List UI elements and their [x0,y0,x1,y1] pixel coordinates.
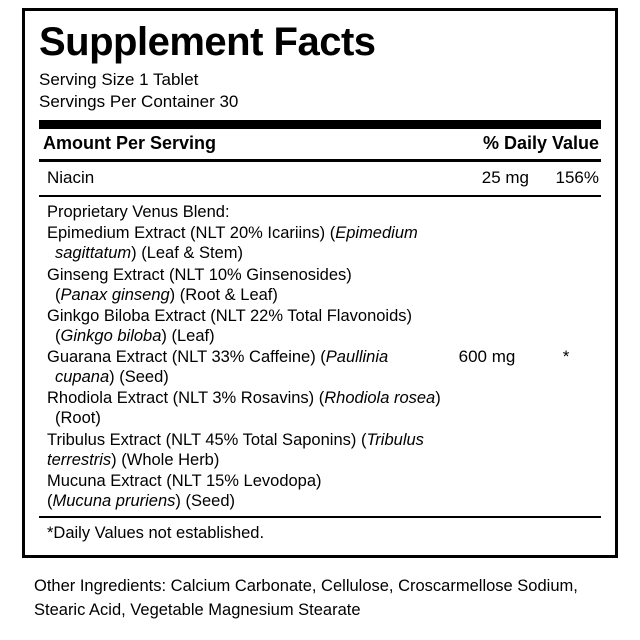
blend-heading: Proprietary Venus Blend: [47,203,230,222]
amount-per-serving-label: Amount Per Serving [43,133,217,154]
divider-heavy [39,120,601,129]
ingredient-line2-italic: Ginkgo biloba [60,326,162,345]
ingredient-line1-italic: Rhodiola rosea [324,389,436,408]
nutrient-amount: 25 mg [481,168,529,188]
ingredient-line2-prefix: ( [47,491,53,510]
ingredient-line2-italic: Mucuna pruriens [52,491,176,510]
ingredient-line2-plain: ) (Seed) [175,491,236,510]
ingredient-line1-plain: Rhodiola Extract (NLT 3% Rosavins) ( [47,389,325,408]
daily-value-label: % Daily Value [482,133,599,154]
nutrient-daily-value: 156% [555,168,599,188]
ingredient-line2-plain: ) (Root & Leaf) [169,285,278,304]
servings-per-container-line: Servings Per Container 30 [39,92,239,112]
list-item [47,388,441,428]
ingredient-line2-plain: ) (Leaf & Stem) [131,244,243,263]
ingredient-line2-plain: ) (Whole Herb) [111,450,220,469]
blend-amount: 600 mg [458,347,516,367]
ingredient-line1-suffix: ) [435,389,441,408]
ingredient-line2-italic: terrestris [47,450,112,469]
ingredient-line2-plain: ) (Seed) [109,368,169,387]
nutrient-name: Niacin [47,168,95,188]
list-item [47,265,441,305]
page-title: Supplement Facts [39,20,376,64]
ingredient-line2-plain: ) (Leaf) [161,326,215,345]
list-item [47,306,441,346]
ingredient-line1-plain: Mucuna Extract (NLT 15% Levodopa) [47,471,322,490]
ingredient-line1-plain: Epimedium Extract (NLT 20% Icariins) ( [47,224,336,243]
ingredient-line1-plain: Ginkgo Biloba Extract (NLT 22% Total Flavonoids) [47,306,413,325]
list-item [47,430,441,470]
list-item [47,223,441,263]
ingredient-line2-plain: (Root) [55,409,101,428]
ingredient-line2-italic: cupana [55,368,110,387]
ingredient-line1-italic: Paullinia [325,348,389,367]
list-item [47,347,441,387]
proprietary-blend-section [39,197,601,516]
blend-daily-value: * [562,347,570,367]
list-item [47,471,441,511]
amount-per-serving-header-row [39,129,601,159]
ingredient-line2-italic: sagittatum [55,244,132,263]
ingredient-line1-plain: Guarana Extract (NLT 33% Caffeine) ( [47,348,326,367]
ingredient-line2-italic: Panax ginseng [60,285,170,304]
ingredient-line1-italic: Tribulus [366,430,424,449]
blend-ingredient-list [47,202,441,512]
daily-value-footnote: *Daily Values not established. [47,524,265,543]
table-row [39,162,601,195]
supplement-facts-panel [22,8,618,558]
ingredient-line1-plain: Tribulus Extract (NLT 45% Total Saponins) ( [47,430,367,449]
other-ingredients: Other Ingredients: Calcium Carbonate, Cellulose, Croscarmellose Sodium, Stearic Acid, Vegetable Magnesium Stearate [34,577,578,619]
ingredient-line1-plain: Ginseng Extract (NLT 10% Ginsenosides) [47,265,352,284]
serving-size-line: Serving Size 1 Tablet [39,70,199,89]
ingredient-line2-prefix: ( [55,285,61,304]
ingredient-line1-italic: Epimedium [335,224,418,243]
ingredient-line2-prefix: ( [55,326,61,345]
